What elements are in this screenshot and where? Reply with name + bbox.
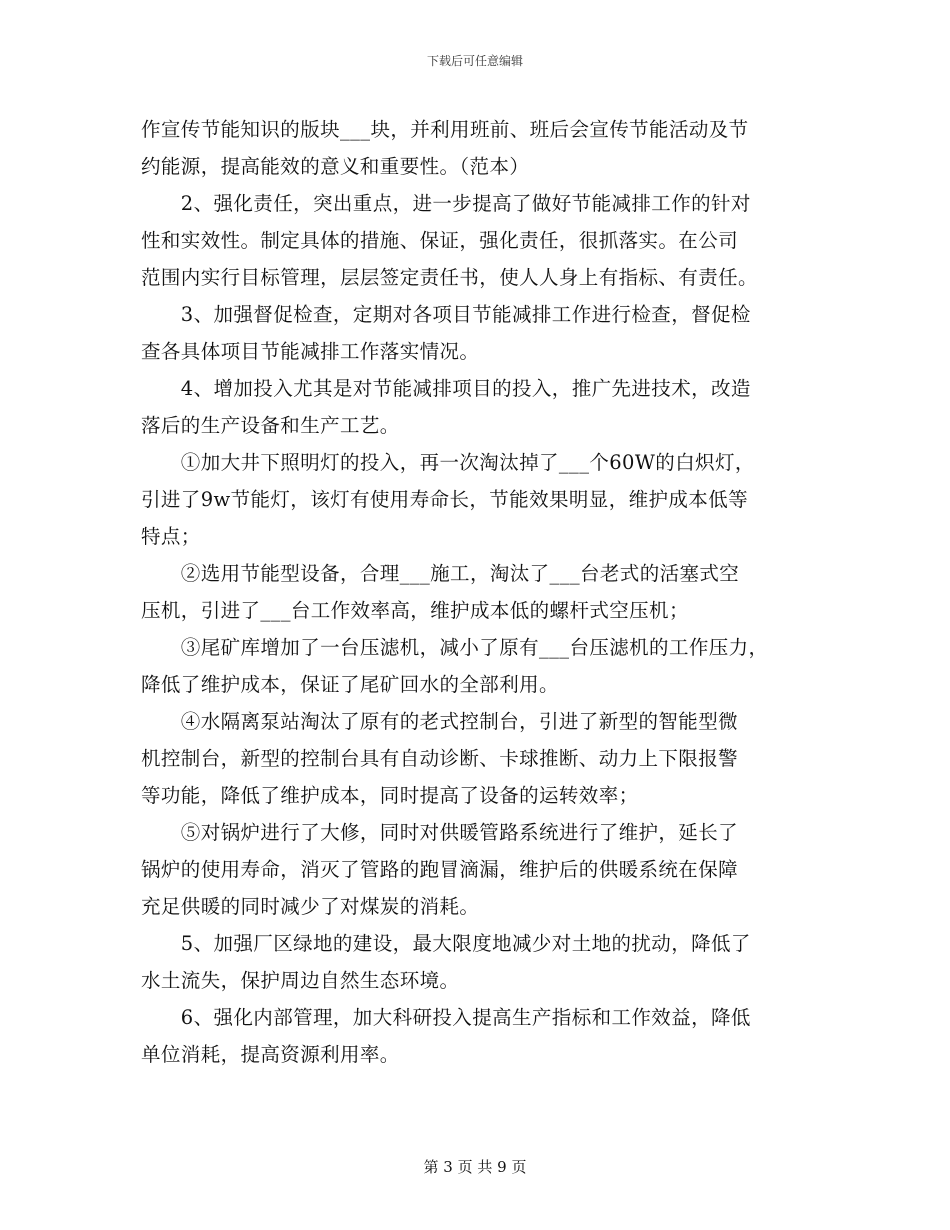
paragraph-line: 3、加强督促检查，定期对各项目节能减排工作进行检查，督促检 <box>141 303 751 326</box>
paragraph-line: 压机，引进了___台工作效率高，维护成本低的螺杆式空压机； <box>141 599 689 622</box>
paragraph-line: 等功能，降低了维护成本，同时提高了设备的运转效率； <box>141 784 639 807</box>
paragraph-line: 单位消耗，提高资源利用率。 <box>141 1043 400 1066</box>
paragraph-line: ①加大井下照明灯的投入，再一次淘汰掉了___个60W的白炽灯， <box>141 451 755 474</box>
paragraph-line: 特点； <box>141 525 201 548</box>
paragraph-line: 机控制台，新型的控制台具有自动诊断、卡球推断、动力上下限报警 <box>141 747 739 770</box>
paragraph-line: 查各具体项目节能减排工作落实情况。 <box>141 340 480 363</box>
paragraph-line: ⑤对锅炉进行了大修，同时对供暖管路系统进行了维护，延长了 <box>141 821 739 844</box>
document-body <box>141 111 841 1073</box>
paragraph-line: 4、增加投入尤其是对节能减排项目的投入，推广先进技术，改造 <box>141 377 751 400</box>
paragraph-line: 5、加强厂区绿地的建设，最大限度地减少对土地的扰动，降低了 <box>141 932 751 955</box>
paragraph-line: 6、强化内部管理，加大科研投入提高生产指标和工作效益，降低 <box>141 1006 751 1029</box>
page-header: 下载后可任意编辑 <box>426 54 523 68</box>
paragraph-line: 约能源，提高能效的意义和重要性。（范本） <box>141 155 530 178</box>
paragraph-line: ②选用节能型设备，合理___施工，淘汰了___台老式的活塞式空 <box>141 562 740 585</box>
paragraph-line: 落后的生产设备和生产工艺。 <box>141 414 400 437</box>
paragraph-line: 范围内实行目标管理，层层签定责任书，使人人身上有指标、有责任。 <box>141 266 758 289</box>
paragraph-line: ③尾矿库增加了一台压滤机，减小了原有___台压滤机的工作压力， <box>141 636 769 659</box>
paragraph-line: 充足供暖的同时减少了对煤炭的消耗。 <box>141 895 480 918</box>
paragraph-line: 锅炉的使用寿命，消灭了管路的跑冒滴漏，维护后的供暖系统在保障 <box>141 858 739 881</box>
page-number: 第 3 页 共 9 页 <box>423 1158 527 1176</box>
paragraph-line: 引进了9w节能灯，该灯有使用寿命长，节能效果明显，维护成本低等 <box>141 488 748 511</box>
paragraph-line: 2、强化责任，突出重点，进一步提高了做好节能减排工作的针对 <box>141 192 751 215</box>
paragraph-line: 性和实效性。制定具体的措施、保证，强化责任，很抓落实。在公司 <box>141 229 739 252</box>
paragraph-line: 水土流失，保护周边自然生态环境。 <box>141 969 460 992</box>
paragraph-line: 降低了维护成本，保证了尾矿回水的全部利用。 <box>141 673 559 696</box>
paragraph-line: ④水隔离泵站淘汰了原有的老式控制台，引进了新型的智能型微 <box>141 710 739 733</box>
paragraph-line: 作宣传节能知识的版块___块，并利用班前、班后会宣传节能活动及节 <box>141 118 749 141</box>
